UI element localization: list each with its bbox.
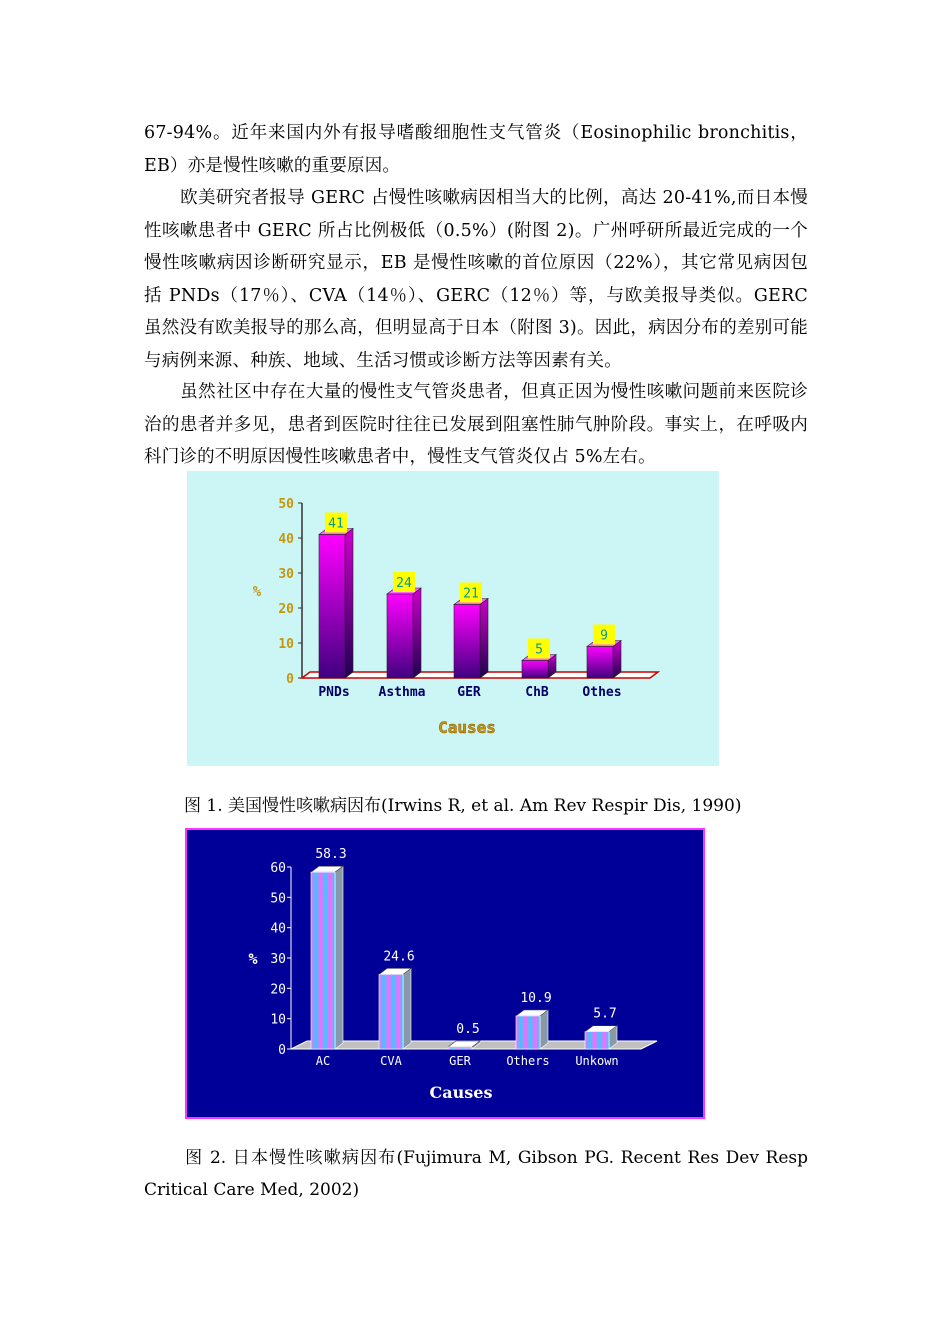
category-label: GER (457, 685, 481, 700)
category-label: Unkown (575, 1054, 619, 1068)
bar (522, 661, 548, 679)
chart-figure-1 (187, 471, 719, 766)
y-tick-label: 0 (286, 672, 294, 687)
category-label: GER (449, 1054, 471, 1068)
bar (454, 605, 480, 679)
y-tick-label: 60 (270, 861, 286, 876)
x-axis-label: Causes (429, 1083, 493, 1102)
y-tick-label: 50 (270, 891, 286, 907)
bar (311, 872, 335, 1049)
y-axis-label: % (248, 950, 258, 968)
bar-side (403, 968, 411, 1049)
data-label: 5 (535, 642, 543, 658)
paragraph-2-text: 欧美研究者报导 GERC 占慢性咳嗽病因相当大的比例，高达 20-41%,而日本慢性咳嗽患者中 GERC 所占比例极低（0.5%）(附图 2)。广州呼研所最近完成的一个慢性咳嗽病因诊断研究显示，EB 是慢性咳嗽的首位原因（22%），其它常见病因包括 PNDs（17％）、CVA（14％）、GERC（12％）等，与欧美报导类似。GERC 虽然没有欧美报导的那么高，但明显高于日本（附图 3)。因此，病因分布的差别可能与病例来源、种族、地域、生活习惯或诊断方法等因素有关。 (144, 188, 808, 371)
data-label: 0.5 (456, 1022, 480, 1037)
paragraph-3 (144, 376, 808, 474)
y-tick-label: 10 (278, 637, 294, 652)
data-label: 58.3 (315, 847, 347, 863)
y-tick-label: 20 (270, 982, 286, 998)
y-tick-label: 40 (270, 921, 286, 937)
y-tick-label: 20 (278, 602, 294, 617)
bar (585, 1032, 609, 1049)
y-tick-label: 30 (270, 952, 286, 967)
category-label: PNDs (318, 685, 350, 700)
bar (387, 594, 413, 678)
bar-side (480, 599, 488, 679)
bar (587, 647, 613, 679)
data-label: 24.6 (383, 949, 415, 965)
category-label: AC (315, 1054, 331, 1068)
bar (379, 974, 403, 1049)
y-tick-label: 30 (278, 567, 294, 582)
data-label: 41 (328, 516, 344, 532)
category-label: Othes (582, 685, 622, 700)
category-label: CVA (380, 1054, 402, 1068)
bar-side (613, 641, 621, 679)
bar (516, 1016, 540, 1049)
data-label: 21 (463, 586, 479, 602)
figure-1-caption: 图 1. 美国慢性咳嗽病因布(Irwins R, et al. Am Rev Respir Dis, 1990) (184, 796, 742, 816)
bar-side (345, 529, 353, 679)
data-label: 24 (396, 576, 412, 591)
figure-2-caption (144, 1142, 808, 1206)
category-label: ChB (525, 685, 549, 700)
data-label: 9 (600, 628, 608, 644)
bar-side (413, 588, 421, 678)
y-tick-label: 40 (278, 532, 294, 547)
figure-2-caption-text: 图 2. 日本慢性咳嗽病因布(Fujimura M, Gibson PG. Recent Res Dev Resp Critical Care Med, 2002) (144, 1148, 808, 1200)
bar (448, 1047, 472, 1049)
y-tick-label: 0 (278, 1043, 286, 1058)
bar (319, 535, 345, 679)
bar-side (540, 1010, 548, 1049)
data-label: 10.9 (520, 990, 552, 1006)
bar-side (335, 866, 343, 1049)
paragraph-3-text: 虽然社区中存在大量的慢性支气管炎患者，但真正因为慢性咳嗽问题前来医院诊治的患者并多见，患者到医院时往往已发展到阻塞性肺气肿阶段。事实上，在呼吸内科门诊的不明原因慢性咳嗽患者中，慢性支气管炎仅占 5%左右。 (144, 382, 808, 467)
chart-figure-2 (185, 828, 705, 1119)
chart-2-background (186, 829, 704, 1118)
category-label: Asthma (378, 685, 426, 700)
paragraph-2 (144, 182, 808, 377)
x-axis-label: Causes (438, 718, 496, 737)
y-axis-label: % (252, 584, 262, 600)
data-label: 5.7 (593, 1006, 617, 1022)
y-tick-label: 50 (278, 497, 294, 512)
y-tick-label: 10 (270, 1012, 286, 1028)
category-label: Others (506, 1054, 550, 1068)
paragraph-1: 67-94%。近年来国内外有报导嗜酸细胞性支气管炎（Eosinophilic bronchitis，EB）亦是慢性咳嗽的重要原因。 (144, 123, 808, 176)
